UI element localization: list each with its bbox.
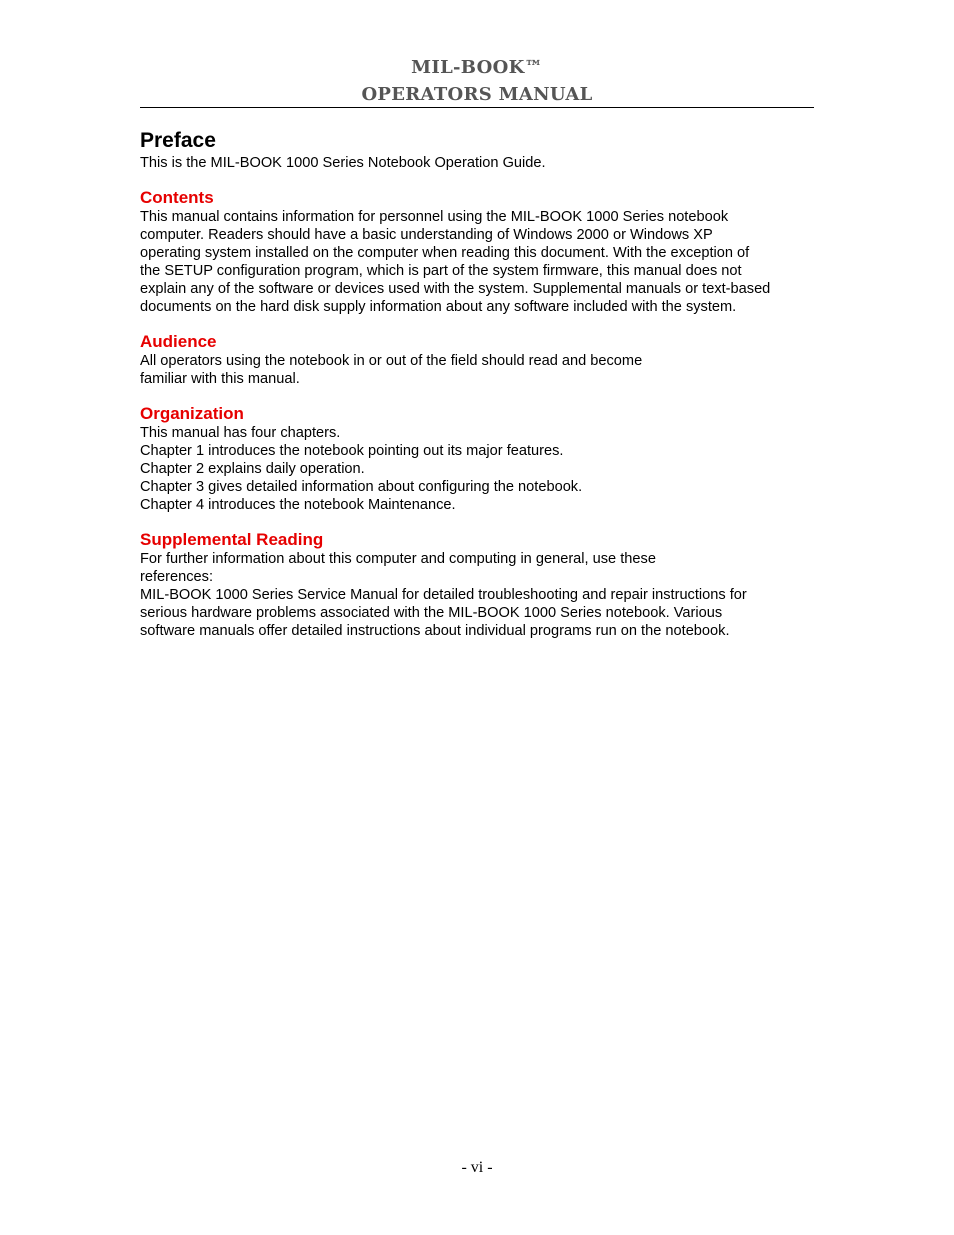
- page-number: - vi -: [461, 1159, 493, 1176]
- organization-line: Chapter 2 explains daily operation.: [140, 461, 365, 477]
- contents-line: the SETUP configuration program, which is part of the system firmware, this manual does not: [140, 263, 742, 279]
- spacer: [140, 172, 820, 188]
- header-divider: [140, 107, 814, 108]
- spacer: [140, 316, 820, 332]
- page-title: Preface: [140, 129, 216, 152]
- organization-line: This manual has four chapters.: [140, 425, 341, 441]
- supplemental-line: For further information about this computer and computing in general, use these: [140, 551, 656, 567]
- section-organization: [140, 404, 820, 514]
- supplemental-line: references:: [140, 569, 214, 585]
- document-body: [140, 128, 820, 640]
- organization-line: Chapter 3 gives detailed information about configuring the notebook.: [140, 479, 583, 495]
- contents-line: This manual contains information for personnel using the MIL-BOOK 1000 Series notebook: [140, 209, 729, 225]
- supplemental-line: software manuals offer detailed instructions about individual programs run on the notebook.: [140, 623, 730, 639]
- supplemental-line: MIL-BOOK 1000 Series Service Manual for detailed troubleshooting and repair instructions for: [140, 587, 747, 603]
- contents-line: documents on the hard disk supply information about any software included with the system.: [140, 299, 737, 315]
- spacer: [140, 514, 820, 530]
- header-manual-title: OPERATORS MANUAL: [361, 84, 593, 105]
- audience-line: All operators using the notebook in or out of the field should read and become: [140, 353, 643, 369]
- organization-line: Chapter 1 introduces the notebook pointing out its major features.: [140, 443, 564, 459]
- section-contents: [140, 188, 820, 316]
- supplemental-line: serious hardware problems associated with the MIL-BOOK 1000 Series notebook. Various: [140, 605, 723, 621]
- preface-intro: This is the MIL-BOOK 1000 Series Notebook Operation Guide.: [140, 155, 546, 171]
- organization-line: Chapter 4 introduces the notebook Maintenance.: [140, 497, 456, 513]
- contents-line: explain any of the software or devices used with the system. Supplemental manuals or text-based: [140, 281, 771, 297]
- document-header: [140, 54, 814, 108]
- section-heading-contents: Contents: [140, 188, 214, 207]
- section-heading-organization: Organization: [140, 404, 244, 423]
- section-supplemental-reading: [140, 530, 820, 640]
- contents-line: operating system installed on the computer when reading this document. With the exception of: [140, 245, 750, 261]
- contents-line: computer. Readers should have a basic understanding of Windows 2000 or Windows XP: [140, 227, 713, 243]
- section-audience: [140, 332, 820, 388]
- spacer: [140, 388, 820, 404]
- section-heading-supplemental-reading: Supplemental Reading: [140, 530, 324, 549]
- audience-line: familiar with this manual.: [140, 371, 300, 387]
- section-heading-audience: Audience: [140, 332, 217, 351]
- header-product-name: MIL-BOOK™: [411, 57, 543, 78]
